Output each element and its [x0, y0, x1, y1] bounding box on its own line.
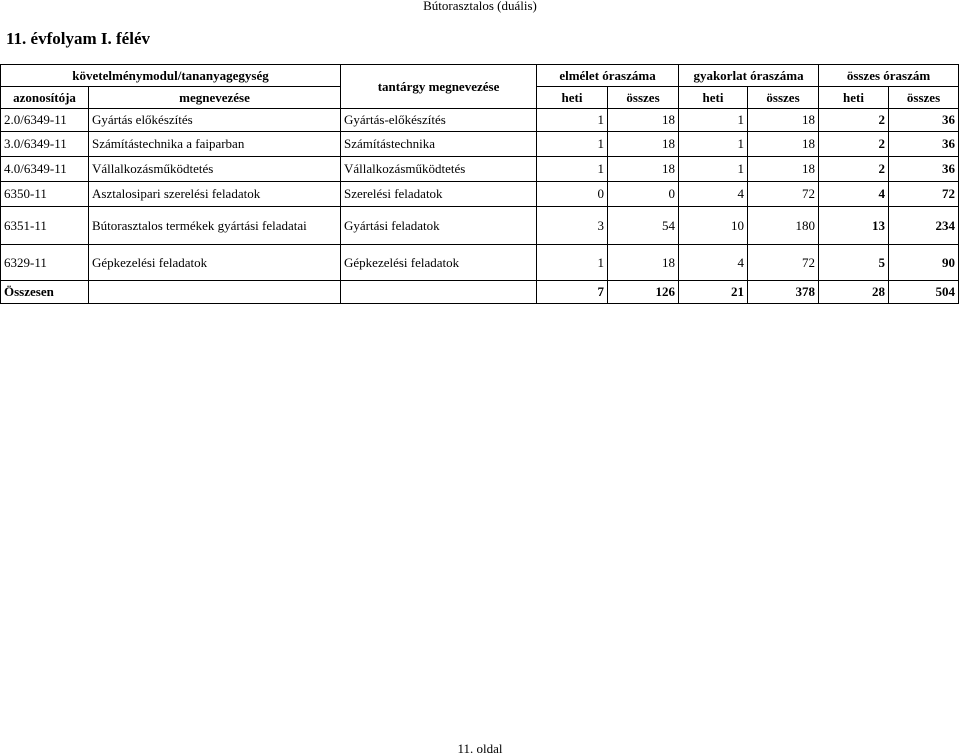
cell-subject: Gyártás-előkészítés: [341, 109, 537, 132]
cell-total-total: 234: [889, 207, 959, 245]
cell-total-total: 36: [889, 132, 959, 157]
cell-subject: Számítástechnika: [341, 132, 537, 157]
cell-total-total: 90: [889, 245, 959, 281]
cell-practice-total: 18: [748, 157, 819, 182]
cell-practice-weekly: 10: [679, 207, 748, 245]
header-theory-weekly: heti: [537, 87, 608, 109]
cell-total-total: 72: [889, 182, 959, 207]
cell-practice-total: 180: [748, 207, 819, 245]
header-module-group: követelménymodul/tananyagegység: [1, 65, 341, 87]
cell-theory-weekly: 1: [537, 109, 608, 132]
table-header: [1, 65, 959, 109]
cell-id: 2.0/6349-11: [1, 109, 89, 132]
cell-total-total: 36: [889, 157, 959, 182]
header-name: megnevezése: [89, 87, 341, 109]
cell-module: Gyártás előkészítés: [89, 109, 341, 132]
summary-empty-module: [89, 281, 341, 304]
cell-theory-total: 18: [608, 132, 679, 157]
header-total-group: összes óraszám: [819, 65, 959, 87]
cell-theory-weekly: 0: [537, 182, 608, 207]
table-row: [1, 207, 959, 245]
table-row: [1, 157, 959, 182]
cell-total-total: 36: [889, 109, 959, 132]
cell-practice-weekly: 4: [679, 245, 748, 281]
header-practice-total: összes: [748, 87, 819, 109]
cell-theory-weekly: 1: [537, 245, 608, 281]
cell-subject: Szerelési feladatok: [341, 182, 537, 207]
cell-id: 3.0/6349-11: [1, 132, 89, 157]
cell-id: 6351-11: [1, 207, 89, 245]
cell-total-weekly: 2: [819, 109, 889, 132]
cell-theory-total: 0: [608, 182, 679, 207]
cell-module: Bútorasztalos termékek gyártási feladatai: [89, 207, 341, 245]
table-row: [1, 109, 959, 132]
header-id: azonosítója: [1, 87, 89, 109]
cell-practice-weekly: 1: [679, 132, 748, 157]
cell-module: Számítástechnika a faiparban: [89, 132, 341, 157]
summary-practice-total: 378: [748, 281, 819, 304]
cell-subject: Gyártási feladatok: [341, 207, 537, 245]
table-row: [1, 182, 959, 207]
cell-module: Gépkezelési feladatok: [89, 245, 341, 281]
cell-total-weekly: 5: [819, 245, 889, 281]
cell-theory-total: 18: [608, 109, 679, 132]
header-theory-group: elmélet óraszáma: [537, 65, 679, 87]
cell-theory-weekly: 1: [537, 132, 608, 157]
table-row: [1, 132, 959, 157]
header-subject: tantárgy megnevezése: [341, 65, 537, 109]
cell-id: 6350-11: [1, 182, 89, 207]
summary-practice-weekly: 21: [679, 281, 748, 304]
semester-title: 11. évfolyam I. félév: [6, 29, 150, 48]
cell-subject: Gépkezelési feladatok: [341, 245, 537, 281]
cell-total-weekly: 4: [819, 182, 889, 207]
cell-theory-weekly: 3: [537, 207, 608, 245]
cell-practice-total: 72: [748, 245, 819, 281]
summary-theory-total: 126: [608, 281, 679, 304]
curriculum-table: [0, 64, 959, 304]
cell-id: 6329-11: [1, 245, 89, 281]
cell-practice-weekly: 1: [679, 109, 748, 132]
cell-theory-total: 54: [608, 207, 679, 245]
header-practice-group: gyakorlat óraszáma: [679, 65, 819, 87]
cell-id: 4.0/6349-11: [1, 157, 89, 182]
header-theory-total: összes: [608, 87, 679, 109]
summary-row: [1, 281, 959, 304]
cell-theory-total: 18: [608, 245, 679, 281]
cell-theory-total: 18: [608, 157, 679, 182]
cell-practice-weekly: 1: [679, 157, 748, 182]
summary-label: Összesen: [1, 281, 89, 304]
cell-practice-total: 18: [748, 109, 819, 132]
cell-practice-total: 72: [748, 182, 819, 207]
table-row: [1, 245, 959, 281]
summary-theory-weekly: 7: [537, 281, 608, 304]
summary-total-total: 504: [889, 281, 959, 304]
course-header: Bútorasztalos (duális): [423, 0, 537, 13]
cell-total-weekly: 13: [819, 207, 889, 245]
header-total-total: összes: [889, 87, 959, 109]
cell-total-weekly: 2: [819, 157, 889, 182]
cell-module: Vállalkozásműködtetés: [89, 157, 341, 182]
cell-theory-weekly: 1: [537, 157, 608, 182]
summary-empty-subject: [341, 281, 537, 304]
header-practice-weekly: heti: [679, 87, 748, 109]
page-number: 11. oldal: [457, 741, 503, 756]
summary-total-weekly: 28: [819, 281, 889, 304]
cell-practice-total: 18: [748, 132, 819, 157]
cell-total-weekly: 2: [819, 132, 889, 157]
cell-module: Asztalosipari szerelési feladatok: [89, 182, 341, 207]
cell-practice-weekly: 4: [679, 182, 748, 207]
cell-subject: Vállalkozásműködtetés: [341, 157, 537, 182]
header-total-weekly: heti: [819, 87, 889, 109]
